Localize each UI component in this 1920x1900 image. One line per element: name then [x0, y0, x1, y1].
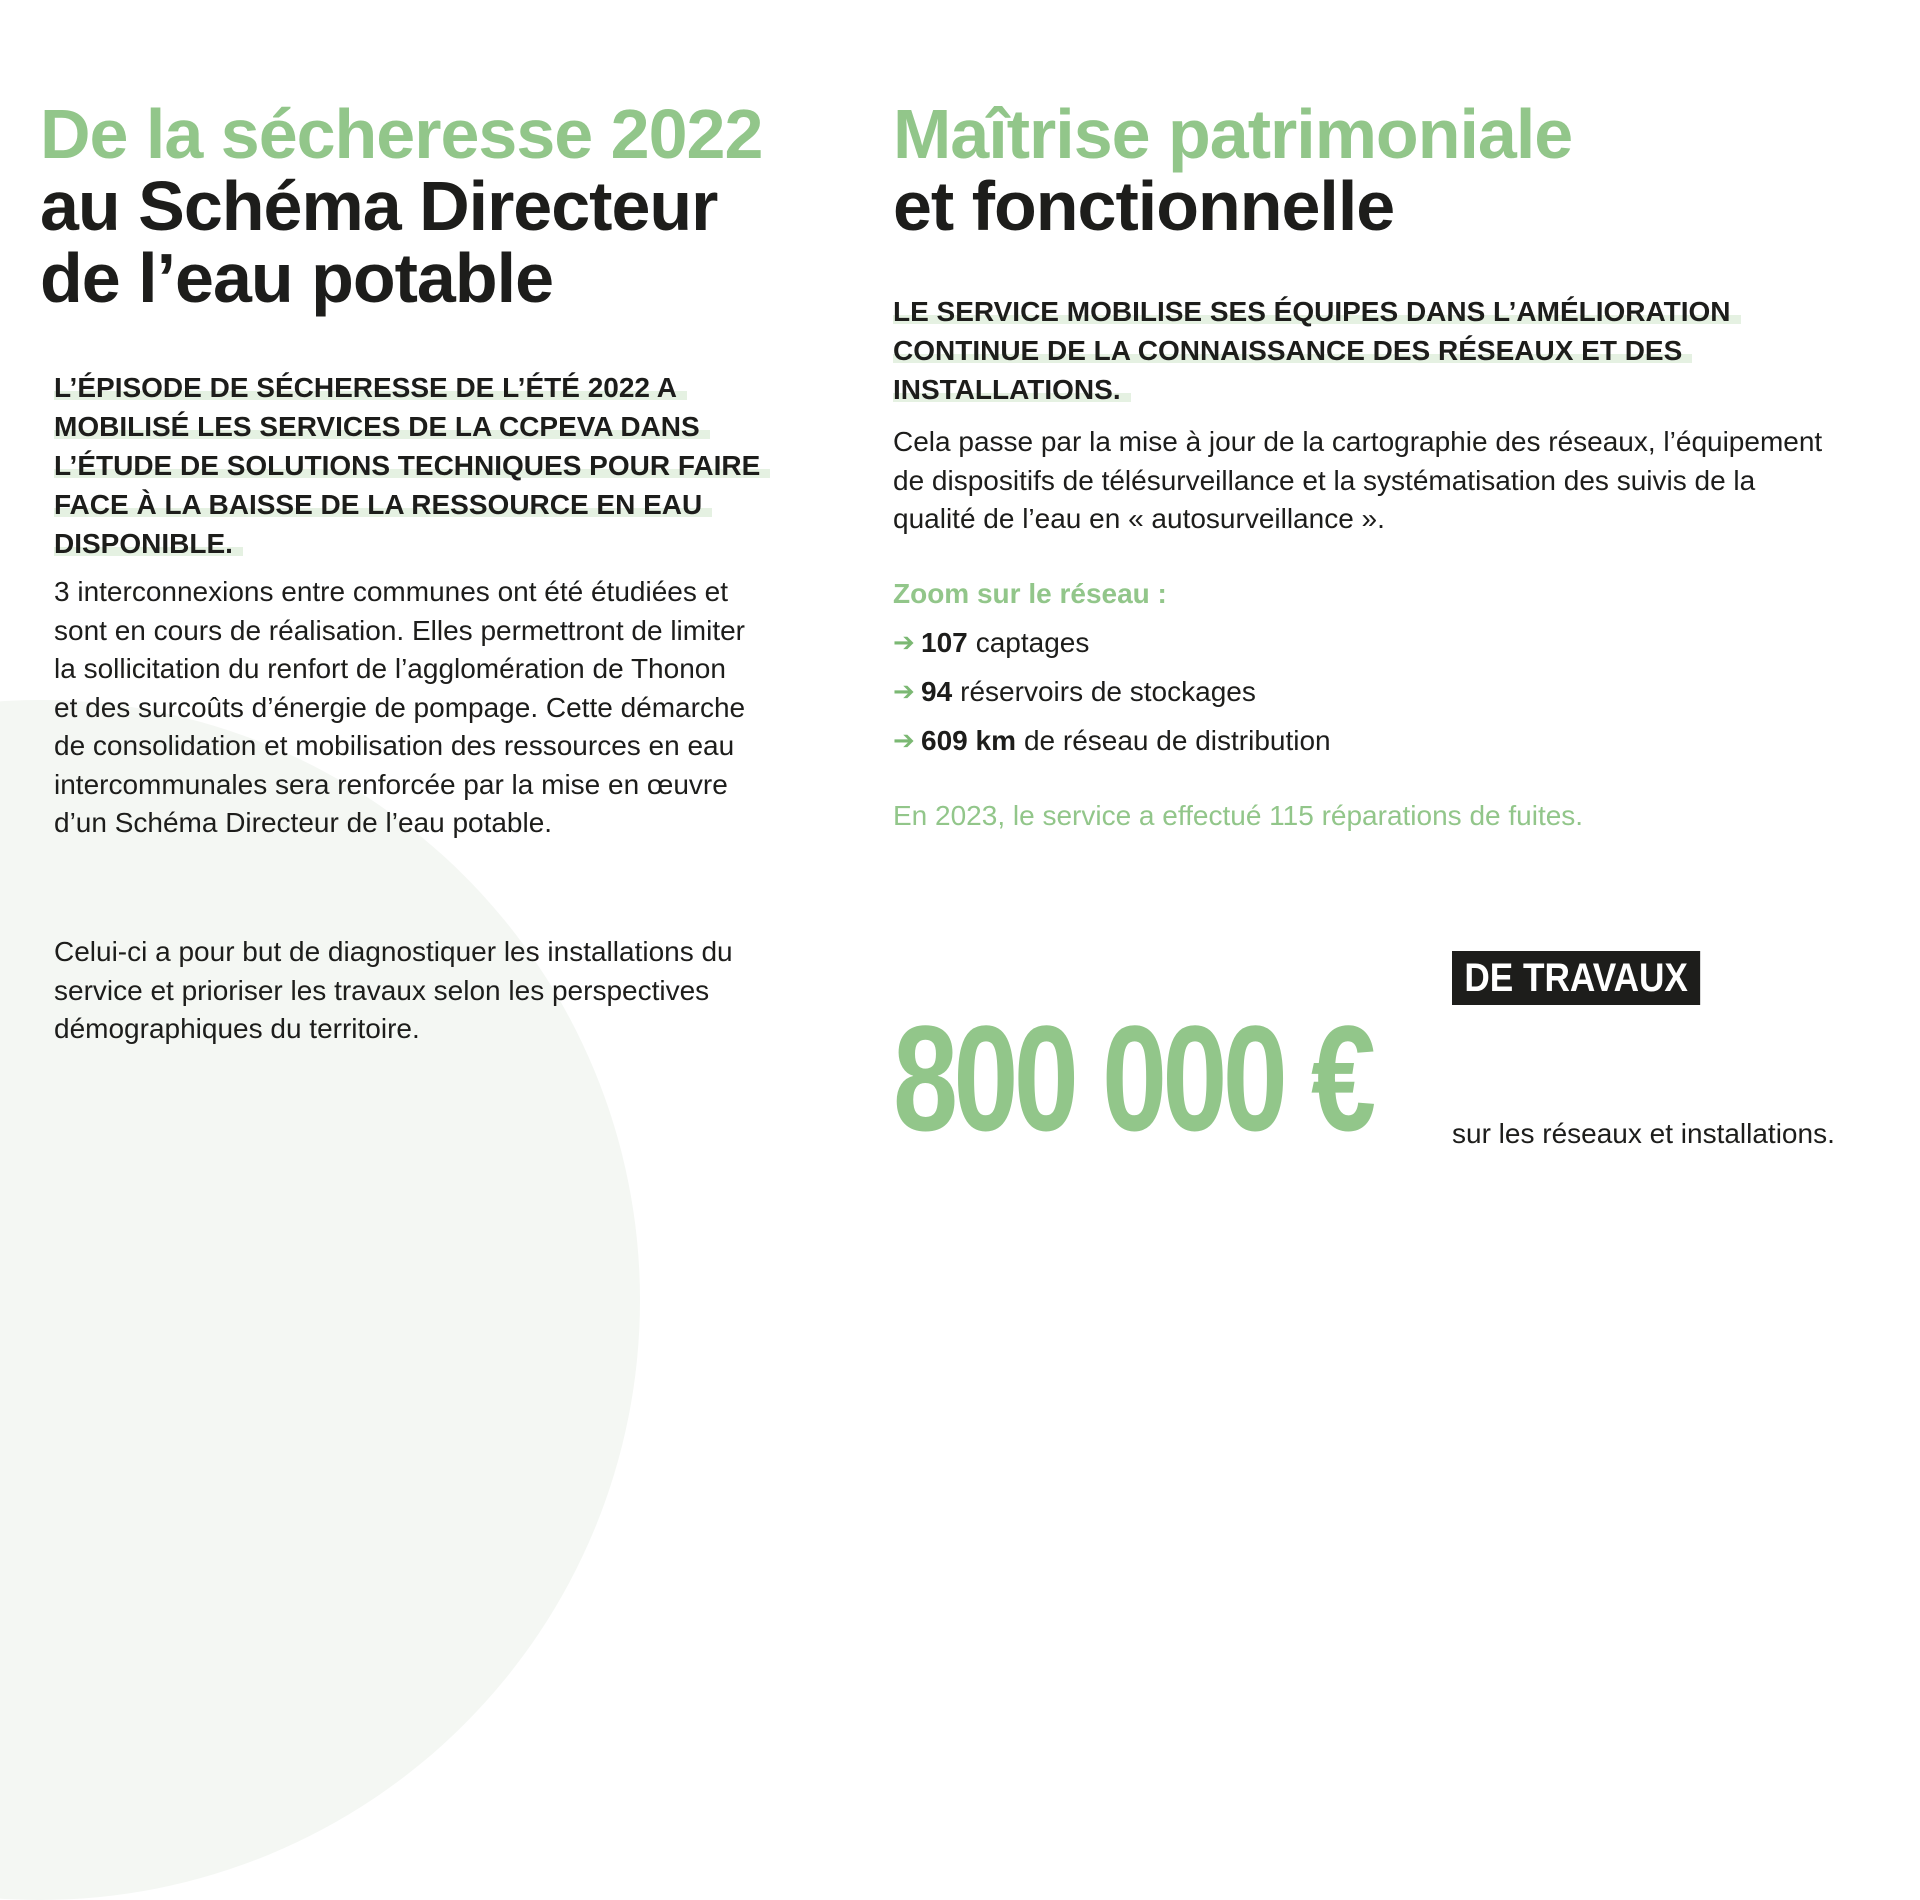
list-item: [893, 618, 1331, 667]
zoom-label: réservoirs de stockages: [960, 676, 1256, 707]
arrow-right-icon: ➔: [893, 627, 915, 657]
arrow-right-icon: ➔: [893, 676, 915, 706]
left-lead-text: L’ÉPISODE DE SÉCHERESSE DE L’ÉTÉ 2022 A MOBILISÉ LES SERVICES DE LA CCPEVA DANS L’ÉTUDE DE SOLUTIONS TECHNIQUES POUR FAIRE FACE À LA BAISSE DE LA RESSOURCE EN EAU DISPONIBLE.: [54, 368, 774, 563]
arrow-right-icon: ➔: [893, 725, 915, 755]
left-paragraph-2: Celui-ci a pour but de diagnostiquer les installations du service et prioriser les travaux selon les perspectives démographiques du territoire.: [54, 936, 733, 1044]
right-lead-text: LE SERVICE MOBILISE SES ÉQUIPES DANS L’AMÉLIORATION CONTINUE DE LA CONNAISSANCE DES RÉSEAUX ET DES INSTALLATIONS.: [893, 292, 1793, 409]
background-circle: [0, 700, 640, 1900]
amount-figure: 800 000 €: [893, 994, 1372, 1162]
right-column: [893, 95, 1853, 1162]
right-paragraph: Cela passe par la mise à jour de la cartographie des réseaux, l’équipement de dispositifs de télésurveillance et la systématisation des suivis de la qualité de l’eau en « autosurveillance ».: [893, 426, 1823, 534]
zoom-label: de réseau de distribution: [1023, 725, 1331, 756]
zoom-value: 107: [921, 627, 968, 658]
left-title: [40, 95, 800, 317]
repairs-text: En 2023, le service a effectué 115 réparations de fuites.: [893, 800, 1584, 831]
left-title-line-2: de l’eau potable: [40, 239, 553, 317]
zoom-label: captages: [975, 627, 1090, 658]
zoom-list: [893, 618, 1331, 765]
travaux-subtitle: sur les réseaux et installations.: [1452, 1118, 1835, 1149]
list-item: [893, 667, 1331, 716]
right-title-green: Maîtrise patrimoniale: [893, 95, 1573, 173]
left-column: [40, 95, 800, 1044]
right-title-black: et fonctionnelle: [893, 167, 1395, 245]
left-title-line-1: au Schéma Directeur: [40, 167, 718, 245]
right-title: [893, 95, 1853, 245]
zoom-value: 609 km: [921, 725, 1016, 756]
zoom-value: 94: [921, 676, 953, 707]
travaux-badge: DE TRAVAUX: [1452, 951, 1700, 1005]
list-item: [893, 716, 1331, 765]
left-title-green: De la sécheresse 2022: [40, 95, 763, 173]
left-paragraph-1: 3 interconnexions entre communes ont été étudiées et sont en cours de réalisation. Elles permettront de limiter la sollicitation du renfort de l’agglomération de Thonon et des surcoûts d’énergie de pompage. Cette démarche de consolidation et mobilisation des ressources en eau intercommunales sera renforcée par la mise en œuvre d’un Schéma Directeur de l’eau potable.: [54, 576, 746, 838]
zoom-title: Zoom sur le réseau :: [893, 578, 1167, 609]
